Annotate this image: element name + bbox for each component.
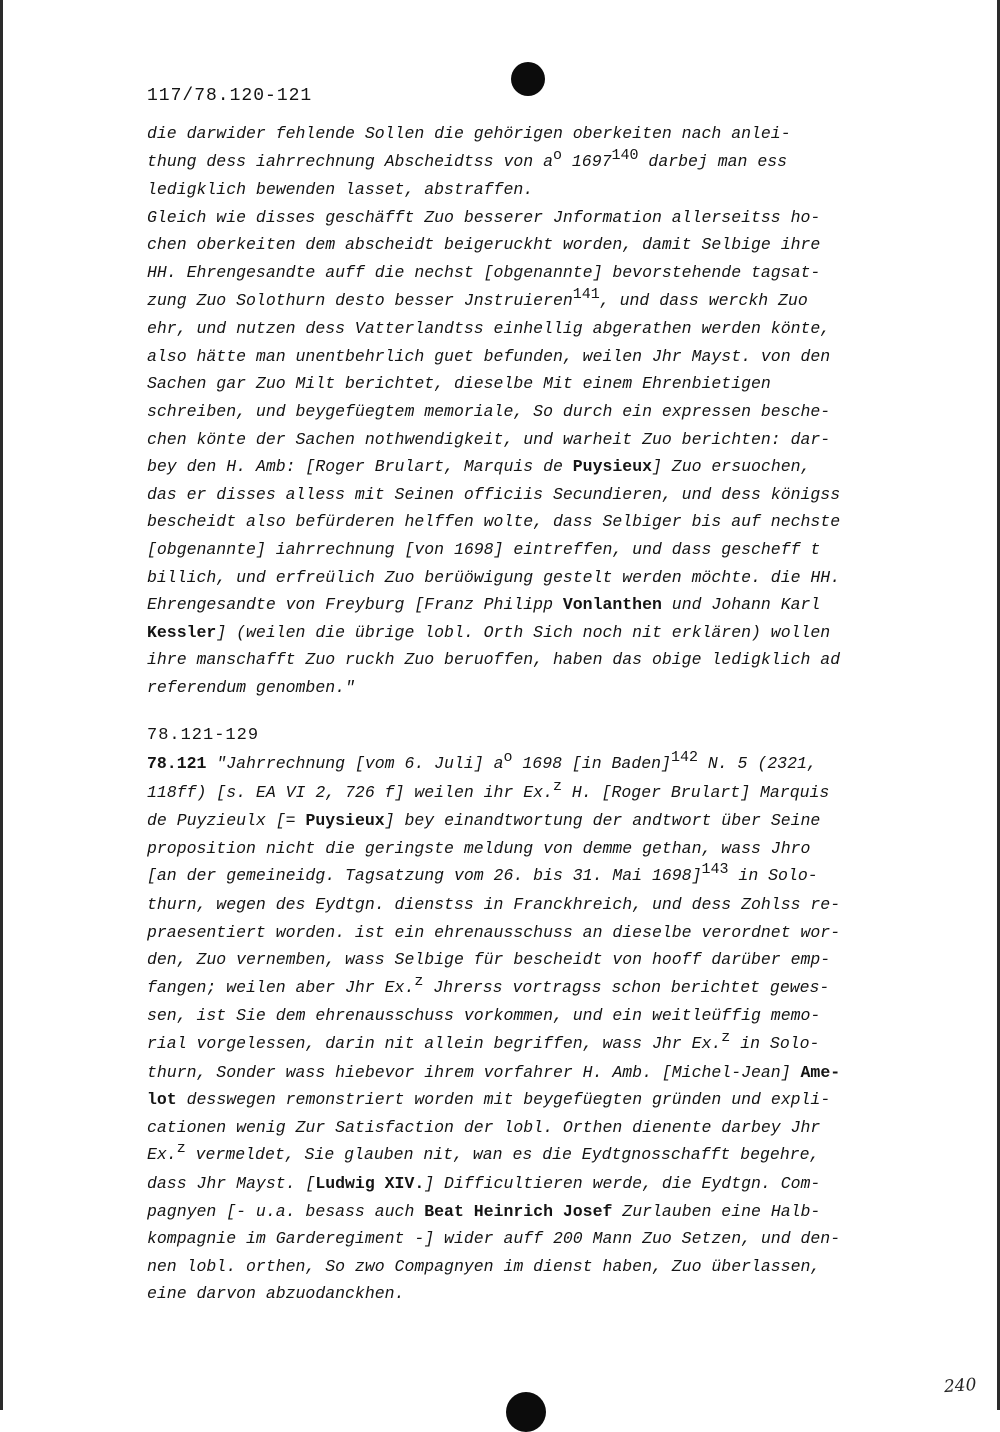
punch-hole-top <box>511 62 545 96</box>
bold-name: Beat Heinrich Josef <box>424 1201 613 1221</box>
entry-number: 78.121 <box>147 754 207 773</box>
text-line: die darwider fehlende Sollen die gehörigen oberkeiten nach anlei- <box>147 124 791 143</box>
section-reference: 78.121-129 <box>147 726 260 745</box>
text-line: HH. Ehrengesandte auff die nechst [obgenannte] bevorstehende tagsat- <box>147 262 821 282</box>
text-line: bey den H. Amb: [Roger Brulart, Marquis de Puysieux] Zuo ersuochen, <box>147 457 811 477</box>
text-line: 78.121 "Jahrrechnung [vom 6. Juli] ao 1698 [in Baden]142 N. 5 (2321, <box>147 749 817 773</box>
text-line: proposition nicht die geringste meldung von demme gethan, wass Jhro <box>147 838 811 858</box>
text-line: Ehrengesandte von Freyburg [Franz Philipp Vonlanthen und Johann Karl <box>147 595 821 615</box>
text-line: nen lobl. orthen, So zwo Compagnyen im dienst haben, Zuo überlassen, <box>147 1256 821 1276</box>
text-line: also hätte man unentbehrlich guet befunden, weilen Jhr Mayst. von den <box>147 346 831 366</box>
text-line: thung dess iahrrechnung Abscheidtss von ao 1697140 darbej man ess <box>147 146 788 171</box>
scan-edge-left <box>0 0 3 1410</box>
handwritten-page-number: 240 <box>942 1374 977 1398</box>
text-line: bescheidt also befürderen helffen wolte, dass Selbiger bis auf nechste <box>147 512 841 532</box>
punch-hole-bottom <box>506 1392 546 1432</box>
bold-name: Kessler <box>147 622 217 642</box>
footnote-ref: 141 <box>572 285 600 303</box>
text-line: Kessler] (weilen die übrige lobl. Orth Sich noch nit erklären) wollen <box>147 622 831 642</box>
superscript: z <box>721 1028 731 1046</box>
bold-name: Puysieux <box>572 457 652 477</box>
text-line: das er disses alless mit Seinen officiis Secundieren, und dess königss <box>147 484 841 504</box>
bold-name: Vonlanthen <box>562 595 662 615</box>
text-line: schreiben, und beygefüegtem memoriale, So durch ein expressen besche- <box>147 401 831 421</box>
text-line: zung Zuo Solothurn desto besser Jnstruieren141, und dass werckh Zuo <box>147 285 808 310</box>
bold-name: lot <box>147 1090 177 1110</box>
bold-name: Puysieux <box>305 811 385 831</box>
superscript: z <box>552 777 562 795</box>
bold-name: Ludwig XIV. <box>315 1173 425 1193</box>
superscript: z <box>414 972 424 990</box>
footnote-ref: 143 <box>701 861 729 879</box>
text-line: thurn, wegen des Eydtgn. dienstss in Franckhreich, und dess Zohlss re- <box>147 894 841 914</box>
text-line: Ex.z vermeldet, Sie glauben nit, wan es die Eydtgnosschafft begehre, <box>147 1140 820 1165</box>
text-line: de Puyzieulx [= Puysieux] bey einandtwortung der andtwort über Seine <box>147 811 821 831</box>
text-line: 118ff) [s. EA VI 2, 726 f] weilen ihr Ex.z H. [Roger Brulart] Marquis <box>147 777 830 802</box>
superscript: o <box>503 749 513 766</box>
text-line: chen oberkeiten dem abscheidt beigeruckht worden, damit Selbige ihre <box>147 235 821 255</box>
footnote-ref: 142 <box>670 749 698 766</box>
text-line: praesentiert worden. ist ein ehrenausschuss an dieselbe verordnet wor- <box>147 922 841 942</box>
text-line: dass Jhr Mayst. [Ludwig XIV.] Difficultieren werde, die Eydtgn. Com- <box>147 1173 821 1193</box>
text-line: pagnyen [- u.a. besass auch Beat Heinrich Josef Zurlauben eine Halb- <box>147 1201 821 1221</box>
text-line: billich, und erfreülich Zuo berüöwigung gestelt werden möchte. die HH. <box>147 567 841 587</box>
text-line: sen, ist Sie dem ehrenausschuss vorkommen, und ein weitleüffig memo- <box>147 1006 821 1026</box>
sheet-reference: 117/78.120-121 <box>147 86 313 106</box>
text-line: fangen; weilen aber Jhr Ex.z Jhrerss vortragss schon berichtet gewes- <box>147 972 830 997</box>
text-line: thurn, Sonder wass hiebevor ihrem vorfahrer H. Amb. [Michel-Jean] Ame- <box>147 1062 841 1082</box>
text-line: lot desswegen remonstriert worden mit beygefüegten gründen und expli- <box>147 1090 831 1110</box>
footnote-ref: 140 <box>611 146 639 164</box>
text-line: [obgenannte] iahrrechnung [von 1698] eintreffen, und dass gescheff t <box>147 539 821 559</box>
bold-name: Ame- <box>800 1062 841 1082</box>
text-line: ledigklich bewenden lasset, abstraffen. <box>147 180 534 200</box>
text-line: referendum genomben." <box>147 677 355 697</box>
superscript: o <box>552 146 562 164</box>
superscript: z <box>176 1140 186 1158</box>
text-line: chen könte der Sachen nothwendigkeit, und warheit Zuo berichten: dar- <box>147 429 831 449</box>
text-line: [an der gemeineidg. Tagsatzung vom 26. bis 31. Mai 1698]143 in Solo- <box>147 861 818 886</box>
text-line: eine darvon abzuodanckhen. <box>147 1284 405 1304</box>
text-line: Gleich wie disses geschäfft Zuo besserer Jnformation allerseitss ho- <box>147 207 821 227</box>
text-line: ihre manschafft Zuo ruckh Zuo beruoffen, haben das obige ledigklich ad <box>147 650 841 670</box>
text-line: kompagnie im Garderegiment -] wider auff 200 Mann Zuo Setzen, und den- <box>147 1229 841 1249</box>
text-line: den, Zuo vernemben, wass Selbige für bescheidt von hooff darüber emp- <box>147 950 831 970</box>
text-line: rial vorgelessen, darin nit allein begriffen, wass Jhr Ex.z in Solo- <box>147 1028 820 1053</box>
transcription-block-2 <box>147 750 840 1308</box>
transcription-block-1 <box>147 120 840 701</box>
text-line: ehr, und nutzen dess Vatterlandtss einhellig abgerathen werden könte, <box>147 319 831 339</box>
text-line: Sachen gar Zuo Milt berichtet, dieselbe Mit einem Ehrenbietigen <box>147 374 771 394</box>
text-line: cationen wenig Zur Satisfaction der lobl. Orthen dienente darbey Jhr <box>147 1117 821 1137</box>
